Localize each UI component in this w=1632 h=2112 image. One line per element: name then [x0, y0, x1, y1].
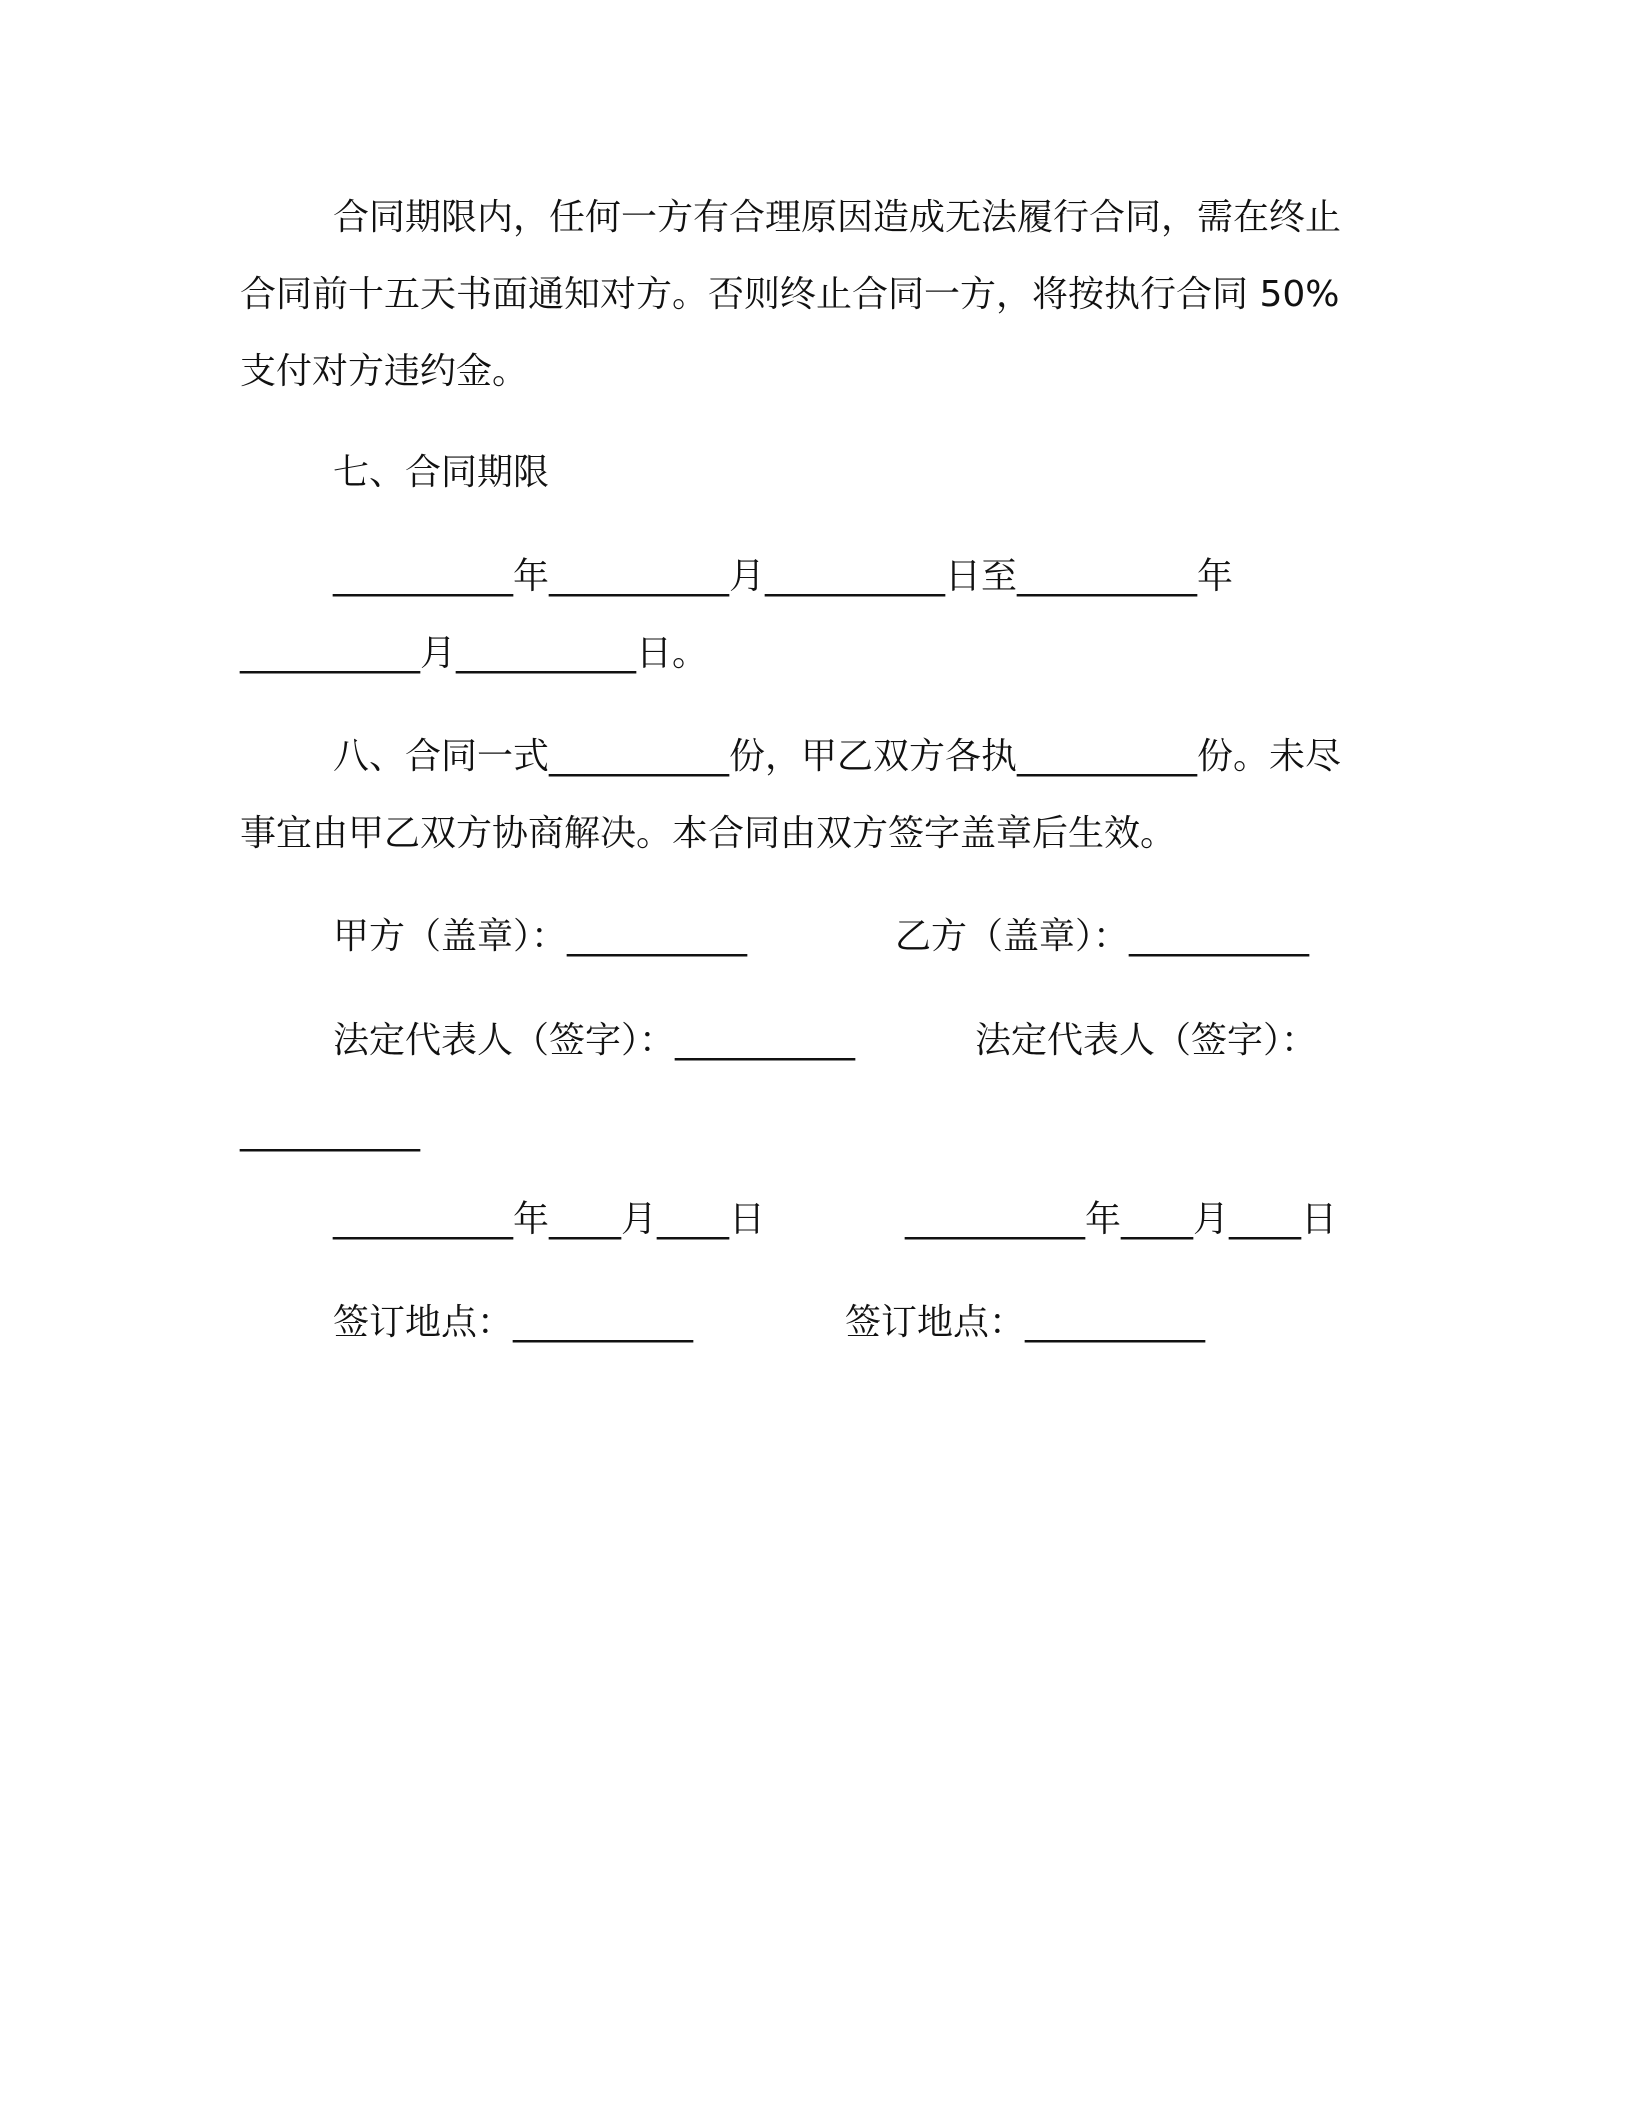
- party-a-representative: 法定代表人（签字）：__________: [333, 1020, 856, 1061]
- party-a-seal: 甲方（盖章）：__________: [333, 916, 748, 957]
- party-a-signing-place: 签订地点：__________: [333, 1302, 694, 1343]
- penalty-line-2: 合同前十五天书面通知对方。否则终止合同一方，将按执行合同 50%: [240, 274, 1340, 315]
- copies-line-1: 八、合同一式__________份，甲乙双方各执__________份。未尽: [333, 736, 1342, 777]
- party-b-date: __________年____月____日: [905, 1199, 1337, 1240]
- party-b-seal: 乙方（盖章）：__________: [895, 916, 1310, 957]
- party-b-representative: 法定代表人（签字）：: [975, 1020, 1318, 1061]
- term-heading: 七、合同期限: [333, 452, 550, 493]
- party-a-date: __________年____月____日: [333, 1199, 765, 1240]
- copies-line-2: 事宜由甲乙双方协商解决。本合同由双方签字盖章后生效。: [240, 813, 1177, 854]
- party-b-representative-blank: __________: [240, 1111, 420, 1152]
- term-line-1: __________年__________月__________日至__________年: [333, 556, 1233, 597]
- term-line-2: __________月__________日。: [240, 633, 709, 674]
- penalty-line-1: 合同期限内，任何一方有合理原因造成无法履行合同，需在终止: [333, 197, 1342, 238]
- penalty-line-3: 支付对方违约金。: [240, 351, 529, 392]
- party-b-signing-place: 签订地点：__________: [845, 1302, 1206, 1343]
